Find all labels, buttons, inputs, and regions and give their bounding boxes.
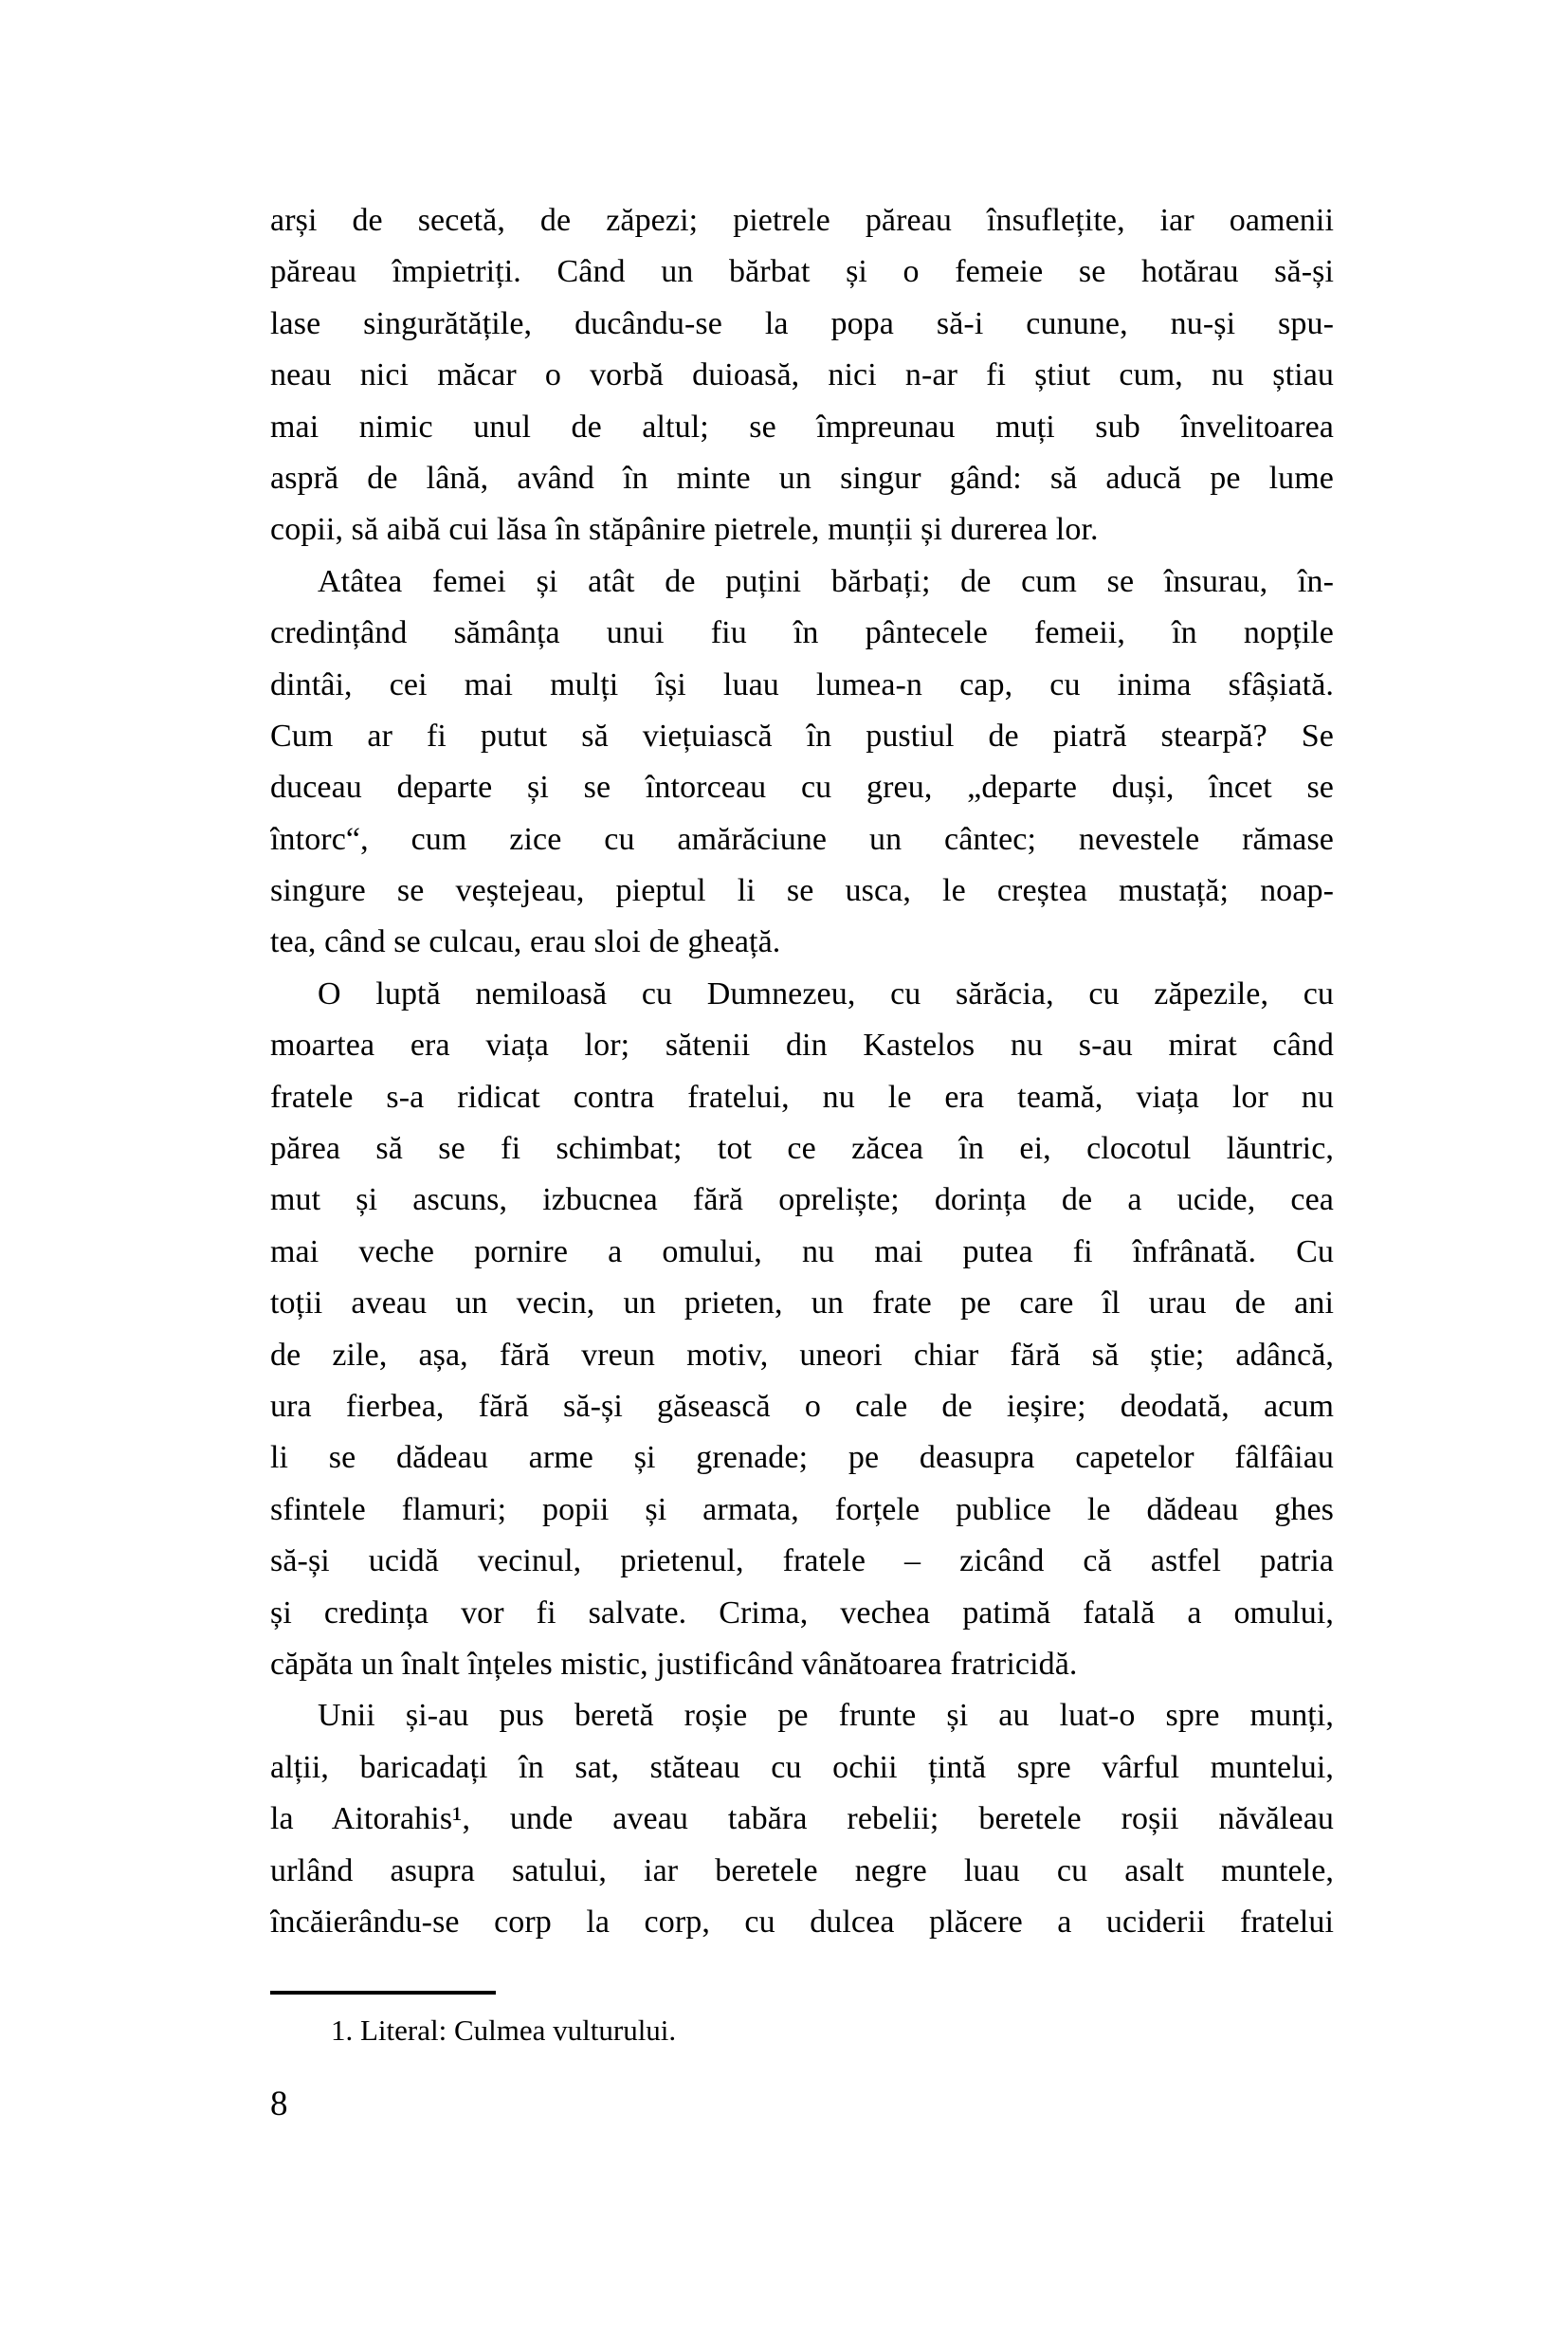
text-line: întorc“, cum zice cu amărăciune un cântec; nevestele rămase [270,821,1334,857]
text-line: alții, baricadați în sat, stăteau cu ochii țintă spre vârful muntelui, [270,1749,1334,1785]
text-line: neau nici măcar o vorbă duioasă, nici n-ar fi știut cum, nu știau [270,357,1334,393]
text-line: urlând asupra satului, iar beretele negre luau cu asalt muntele, [270,1852,1334,1888]
text-line: de zile, așa, fără vreun motiv, uneori chiar fără să știe; adâncă, [270,1337,1334,1373]
text-line: copii, să aibă cui lăsa în stăpânire pietrele, munții și durerea lor. [270,512,1099,548]
text-line: li se dădeau arme și grenade; pe deasupra capetelor fâlfâiau [270,1440,1334,1476]
text-line: aspră de lână, având în minte un singur gând: să aducă pe lume [270,460,1334,496]
text-line: mut și ascuns, izbucnea fără opreliște; dorința de a ucide, cea [270,1182,1334,1218]
text-line: toții aveau un vecin, un prieten, un frate pe care îl urau de ani [270,1285,1334,1321]
text-line: și credința vor fi salvate. Crima, vechea patimă fatală a omului, [270,1595,1334,1631]
footnote-separator-rule [270,1991,496,1995]
paragraph [270,556,1334,969]
footnote: 1. Literal: Culmea vulturului. [331,2014,677,2047]
paragraph [270,1690,1334,1948]
page-number: 8 [270,2085,288,2123]
text-line: duceau departe și se întorceau cu greu, „departe duși, încet se [270,770,1334,806]
text-line: ura fierbea, fără să-și găsească o cale de ieșire; deodată, acum [270,1388,1334,1424]
text-line: moartea era viața lor; sătenii din Kastelos nu s-au mirat când [270,1028,1334,1064]
paragraph [270,195,1334,556]
text-line: mai veche pornire a omului, nu mai putea fi înfrânată. Cu [270,1233,1334,1269]
body-text [270,195,1334,1948]
text-line: dintâi, cei mai mulți își luau lumea-n cap, cu inima sfâșiată. [270,666,1334,702]
text-line: încăierându-se corp la corp, cu dulcea plăcere a uciderii fratelui [270,1904,1334,1940]
text-line: mai nimic unul de altul; se împreunau muți sub învelitoarea [270,409,1334,445]
text-line: căpăta un înalt înțeles mistic, justificând vânătoarea fratricidă. [270,1646,1078,1682]
text-line: Unii și-au pus beretă roșie pe frunte și au luat-o spre munți, [318,1698,1334,1734]
text-line: la Aitorahis¹, unde aveau tabăra rebelii; beretele roșii năvăleau [270,1801,1334,1837]
text-line: O luptă nemiloasă cu Dumnezeu, cu sărăcia, cu zăpezile, cu [318,975,1334,1011]
text-line: Cum ar fi putut să viețuiască în pustiul de piatră stearpă? Se [270,718,1334,754]
text-line: credințând sămânța unui fiu în pântecele femeii, în nopțile [270,615,1334,651]
text-line: Atâtea femei și atât de puțini bărbați; de cum se însurau, în- [318,563,1334,599]
text-line: tea, când se culcau, erau sloi de gheață. [270,924,781,960]
text-line: arși de secetă, de zăpezi; pietrele păreau însuflețite, iar oamenii [270,203,1334,238]
text-line: părea să se fi schimbat; tot ce zăcea în ei, clocotul lăuntric, [270,1131,1334,1167]
text-line: sfintele flamuri; popii și armata, forțele publice le dădeau ghes [270,1491,1334,1527]
paragraph [270,969,1334,1690]
text-line: fratele s-a ridicat contra fratelui, nu le era teamă, viața lor nu [270,1079,1334,1115]
text-line: să-și ucidă vecinul, prietenul, fratele – zicând că astfel patria [270,1543,1334,1579]
text-line: păreau împietriți. Când un bărbat și o femeie se hotărau să-și [270,254,1334,290]
text-line: lase singurătățile, ducându-se la popa să-i cunune, nu-și spu- [270,305,1334,341]
text-line: singure se veștejeau, pieptul li se usca, le creștea mustață; noap- [270,873,1334,909]
